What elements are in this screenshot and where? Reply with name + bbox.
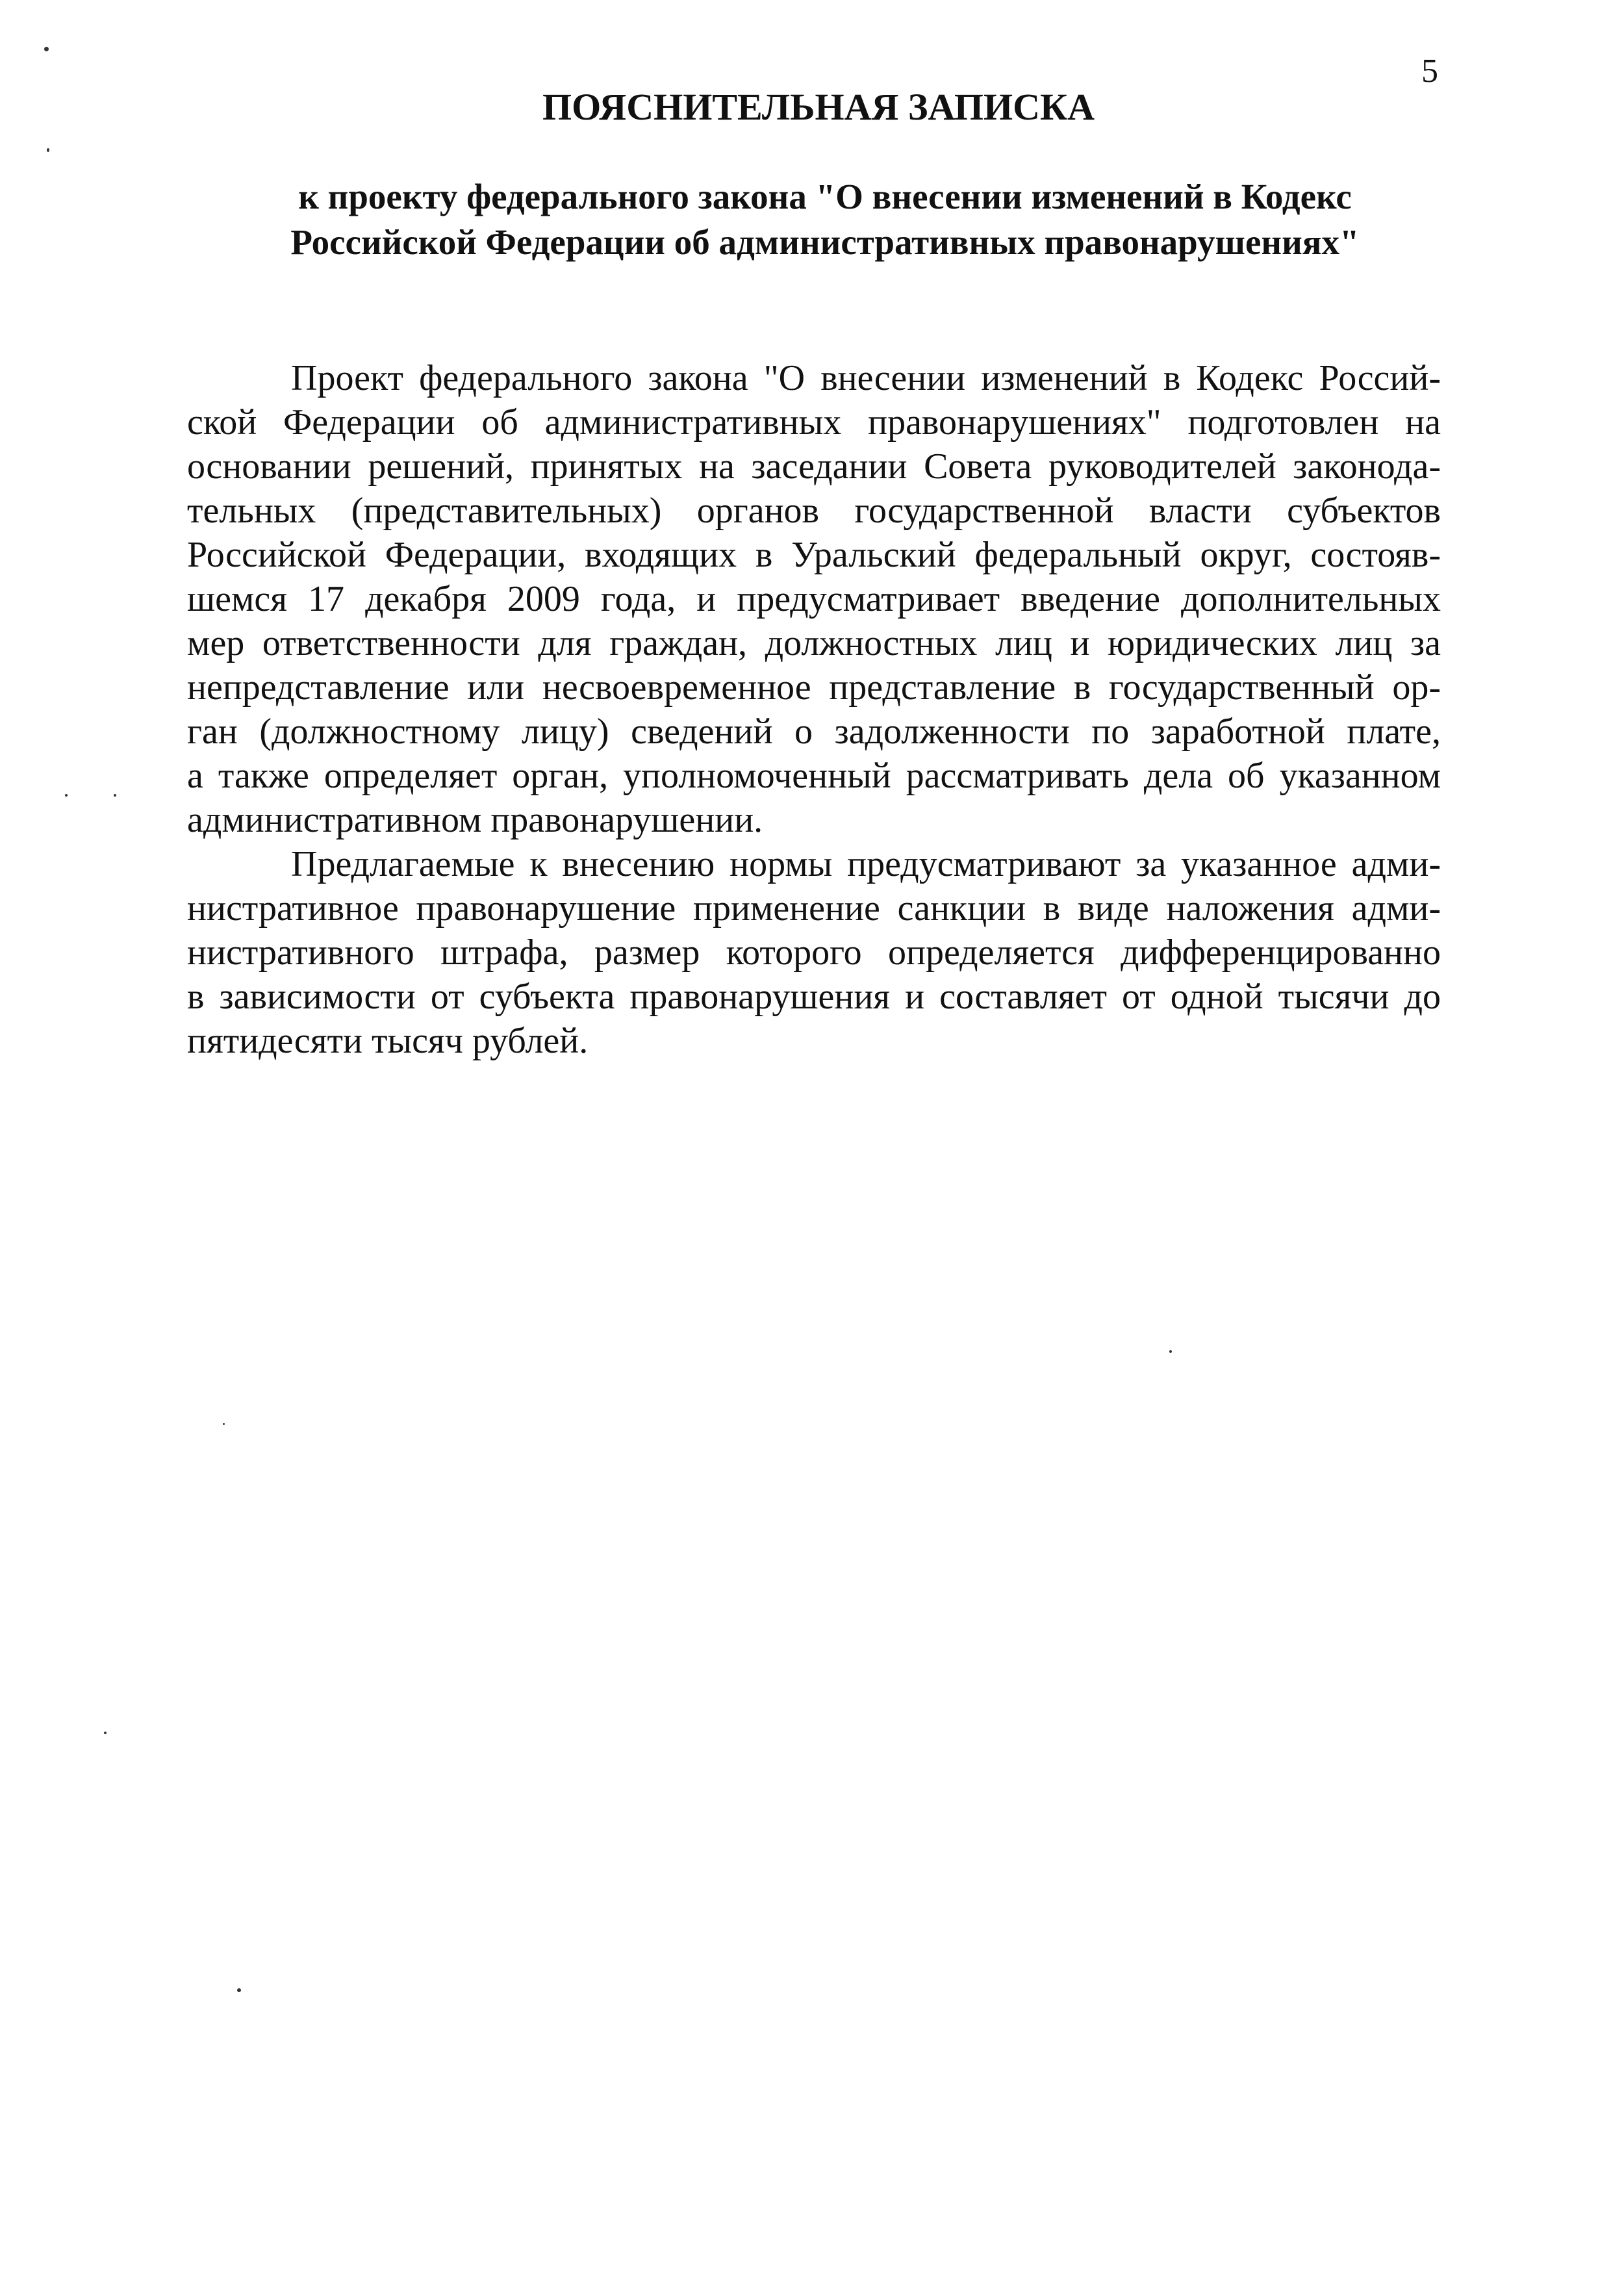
text-line: Проект федерального закона "О внесении изменений в Кодекс Россий- [291, 358, 1441, 398]
text-line: Российской Федерации, входящих в Уральский федеральный округ, состояв- [187, 535, 1441, 575]
subtitle-line: к проекту федерального закона "О внесении изменений в Кодекс [298, 177, 1352, 216]
text-line: нистративное правонарушение применение санкции в виде наложения адми- [187, 888, 1441, 929]
text-line: нистративного штрафа, размер которого определяется дифференцированно [187, 932, 1441, 973]
text-line: Предлагаемые к внесению нормы предусматривают за указанное адми- [291, 844, 1441, 884]
text-line: пятидесяти тысяч рублей. [187, 1021, 589, 1061]
scan-speck [65, 794, 68, 797]
paragraph-2 [187, 842, 1441, 1063]
document-subtitle [240, 174, 1410, 265]
scan-speck [114, 794, 116, 797]
scan-speck [47, 148, 49, 152]
scan-speck [44, 47, 49, 51]
body-text [187, 356, 1441, 1063]
document-title: ПОЯСНИТЕЛЬНАЯ ЗАПИСКА [542, 86, 1095, 128]
text-line: ган (должностному лицу) сведений о задолженности по заработной плате, [187, 711, 1441, 752]
subtitle-line: Российской Федерации об административных правонарушениях" [290, 222, 1360, 262]
text-line: административном правонарушении. [187, 800, 763, 840]
scan-speck [104, 1732, 107, 1734]
scan-speck [223, 1423, 225, 1425]
text-line: мер ответственности для граждан, должностных лиц и юридических лиц за [187, 623, 1441, 663]
text-line: а также определяет орган, уполномоченный рассматривать дела об указанном [187, 756, 1441, 796]
page-number: 5 [1421, 53, 1438, 90]
text-line: в зависимости от субъекта правонарушения и составляет от одной тысячи до [187, 977, 1441, 1017]
paragraph-1 [187, 356, 1441, 842]
scan-speck [237, 1988, 241, 1992]
text-line: основании решений, принятых на заседании Совета руководителей законода- [187, 446, 1441, 487]
scan-speck [1169, 1350, 1172, 1353]
text-line: непредставление или несвоевременное представление в государственный ор- [187, 667, 1441, 708]
text-line: тельных (представительных) органов государственной власти субъектов [187, 491, 1441, 531]
text-line: шемся 17 декабря 2009 года, и предусматривает введение дополнительных [187, 579, 1441, 619]
text-line: ской Федерации об административных правонарушениях" подготовлен на [187, 402, 1441, 442]
